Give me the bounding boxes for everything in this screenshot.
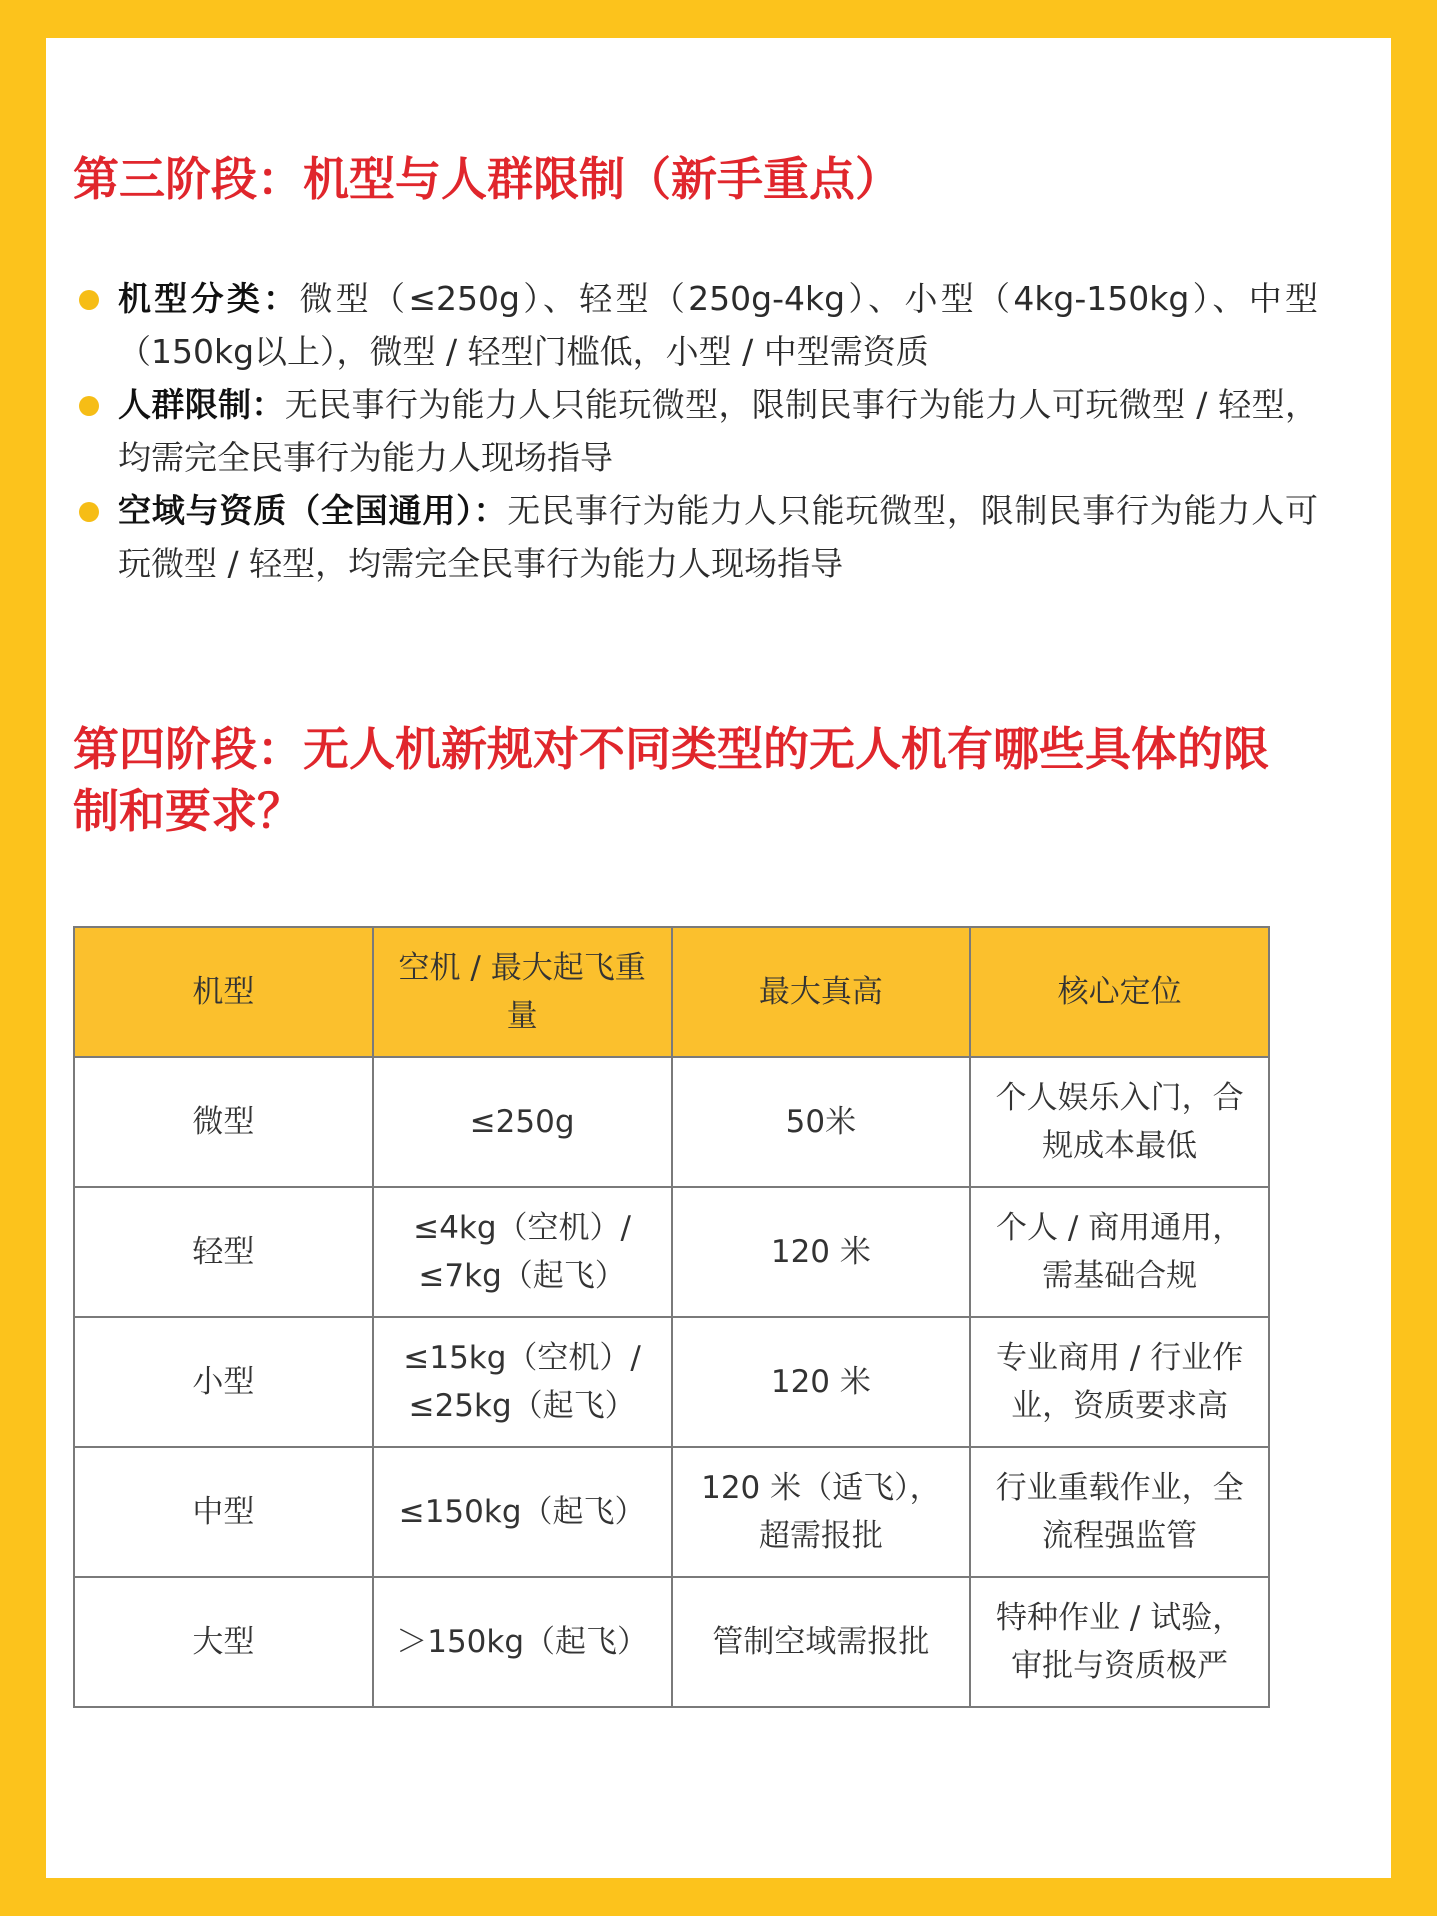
- section4-title: 第四阶段：无人机新规对不同类型的无人机有哪些具体的限制和要求？: [73, 722, 1269, 838]
- header-positioning: 核心定位: [970, 927, 1269, 1057]
- cell-model: 大型: [74, 1577, 373, 1707]
- cell-model: 轻型: [74, 1187, 373, 1317]
- cell-model: 中型: [74, 1447, 373, 1577]
- bullet-term: 机型分类：: [118, 279, 300, 318]
- drone-spec-table: [73, 926, 1270, 1708]
- cell-weight: ＞150kg（起飞）: [373, 1577, 672, 1707]
- table-row: [74, 1057, 1269, 1187]
- header-weight: 空机 / 最大起飞重量: [373, 927, 672, 1057]
- section3-title: 第三阶段：机型与人群限制（新手重点）: [73, 152, 901, 206]
- bullet-dot-icon: [79, 290, 99, 310]
- cell-weight: ≤250g: [373, 1057, 672, 1187]
- cell-model: 微型: [74, 1057, 373, 1187]
- header-model: 机型: [74, 927, 373, 1057]
- table-header-row: [74, 927, 1269, 1057]
- cell-weight: ≤15kg（空机）/ ≤25kg（起飞）: [373, 1317, 672, 1447]
- bullet-text: 无民事行为能力人只能玩微型，限制民事行为能力人可玩微型 / 轻型，均需完全民事行为能力人现场指导: [118, 385, 1318, 477]
- cell-positioning: 特种作业 / 试验，审批与资质极严: [970, 1577, 1269, 1707]
- cell-model: 小型: [74, 1317, 373, 1447]
- bullet-term: 空域与资质（全国通用）：: [118, 491, 508, 530]
- bullet-dot-icon: [79, 396, 99, 416]
- header-max-altitude: 最大真高: [672, 927, 971, 1057]
- bullet-term: 人群限制：: [118, 385, 285, 424]
- table-row: [74, 1317, 1269, 1447]
- cell-altitude: 管制空域需报批: [672, 1577, 971, 1707]
- table-row: [74, 1187, 1269, 1317]
- bullet-item-model-class: [73, 272, 1318, 378]
- cell-altitude: 120 米: [672, 1317, 971, 1447]
- cell-weight: ≤4kg（空机）/ ≤7kg（起飞）: [373, 1187, 672, 1317]
- bullet-text: 无民事行为能力人只能玩微型，限制民事行为能力人可玩微型 / 轻型，均需完全民事行为能力人现场指导: [118, 491, 1319, 583]
- table-row: [74, 1447, 1269, 1577]
- table-row: [74, 1577, 1269, 1707]
- cell-positioning: 个人娱乐入门，合规成本最低: [970, 1057, 1269, 1187]
- cell-altitude: 50米: [672, 1057, 971, 1187]
- cell-weight: ≤150kg（起飞）: [373, 1447, 672, 1577]
- bullet-item-airspace: [73, 484, 1318, 590]
- cell-positioning: 行业重载作业，全流程强监管: [970, 1447, 1269, 1577]
- bullet-item-people-limit: [73, 378, 1318, 484]
- cell-positioning: 个人 / 商用通用，需基础合规: [970, 1187, 1269, 1317]
- bullet-dot-icon: [79, 502, 99, 522]
- section3-bullet-list: [73, 272, 1318, 590]
- cell-altitude: 120 米（适飞），超需报批: [672, 1447, 971, 1577]
- cell-altitude: 120 米: [672, 1187, 971, 1317]
- bullet-text: 微型（≤250g）、轻型（250g-4kg）、小型（4kg-150kg）、中型（150kg以上），微型 / 轻型门槛低，小型 / 中型需资质: [118, 279, 1318, 371]
- cell-positioning: 专业商用 / 行业作业，资质要求高: [970, 1317, 1269, 1447]
